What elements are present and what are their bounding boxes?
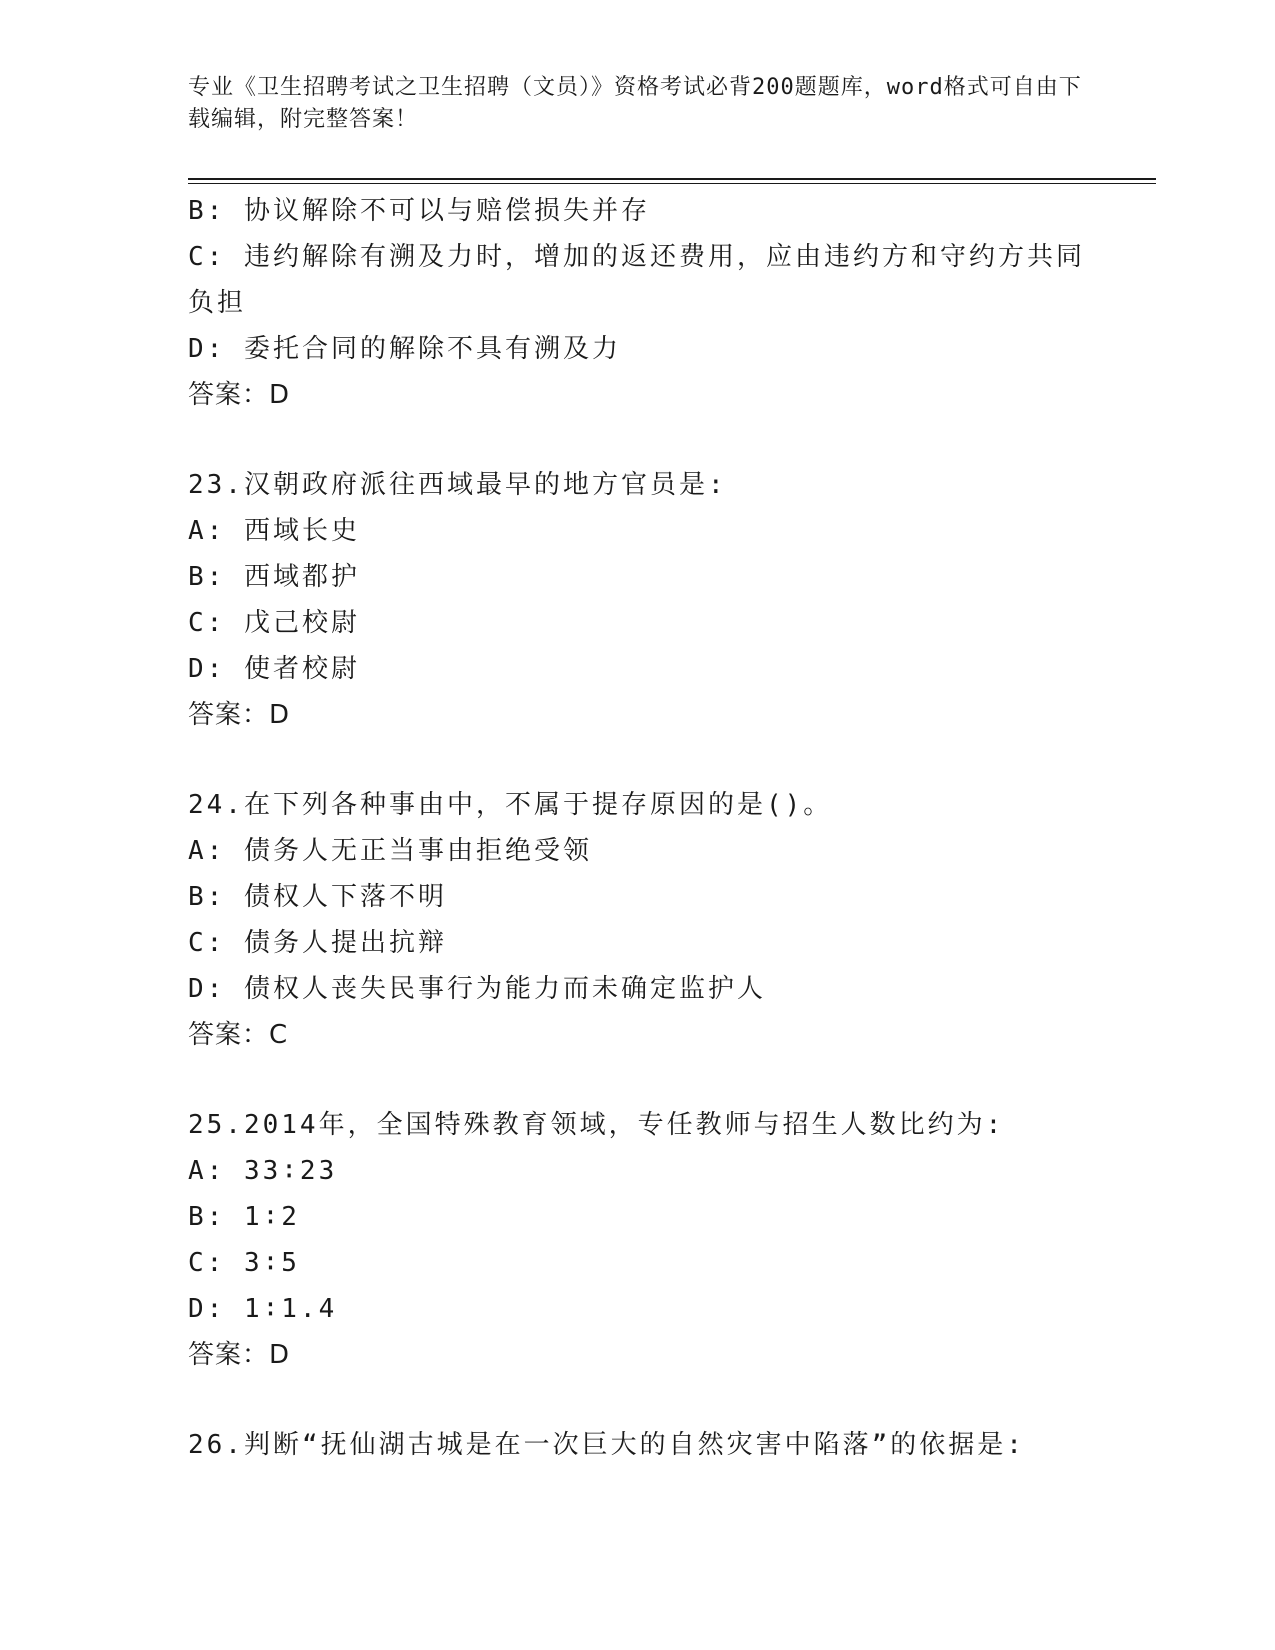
question-continued — [188, 188, 1088, 418]
question-stem: 23.汉朝政府派往西域最早的地方官员是: — [188, 470, 727, 500]
answer: 答案：C — [188, 1020, 289, 1050]
option-c: C: 违约解除有溯及力时，增加的返还费用，应由违约方和守约方共同负担 — [188, 242, 1085, 318]
answer: 答案：D — [188, 700, 291, 730]
option-b: B: 协议解除不可以与赔偿损失并存 — [188, 196, 650, 226]
answer: 答案：D — [188, 380, 291, 410]
document-body — [188, 188, 1088, 1468]
option-d: D: 委托合同的解除不具有溯及力 — [188, 334, 621, 364]
option-d: D: 使者校尉 — [188, 654, 360, 684]
question-23 — [188, 462, 1088, 738]
option-d: D: 债权人丧失民事行为能力而未确定监护人 — [188, 974, 766, 1004]
question-stem: 26.判断“抚仙湖古城是在一次巨大的自然灾害中陷落”的依据是: — [188, 1430, 1025, 1460]
option-a: A: 西域长史 — [188, 516, 360, 546]
option-c: C: 债务人提出抗辩 — [188, 928, 447, 958]
option-a: A: 33∶23 — [188, 1156, 338, 1186]
option-b: B: 西域都护 — [188, 562, 360, 592]
option-b: B: 1∶2 — [188, 1202, 300, 1232]
question-stem: 24.在下列各种事由中，不属于提存原因的是()。 — [188, 790, 833, 820]
option-c: C: 3∶5 — [188, 1248, 300, 1278]
option-d: D: 1∶1.4 — [188, 1294, 338, 1324]
question-26 — [188, 1422, 1088, 1468]
answer: 答案：D — [188, 1340, 291, 1370]
option-c: C: 戊己校尉 — [188, 608, 360, 638]
question-24 — [188, 782, 1088, 1058]
question-stem: 25.2014年，全国特殊教育领域，专任教师与招生人数比约为: — [188, 1110, 1005, 1140]
page-header — [188, 72, 1088, 136]
option-a: A: 债务人无正当事由拒绝受领 — [188, 836, 592, 866]
header-divider-thick — [188, 178, 1156, 180]
option-b: B: 债权人下落不明 — [188, 882, 447, 912]
header-text: 专业《卫生招聘考试之卫生招聘（文员）》资格考试必背200题题库，word格式可自由下载编辑，附完整答案！ — [188, 75, 1082, 132]
question-25 — [188, 1102, 1088, 1378]
header-divider-thin — [188, 183, 1156, 184]
